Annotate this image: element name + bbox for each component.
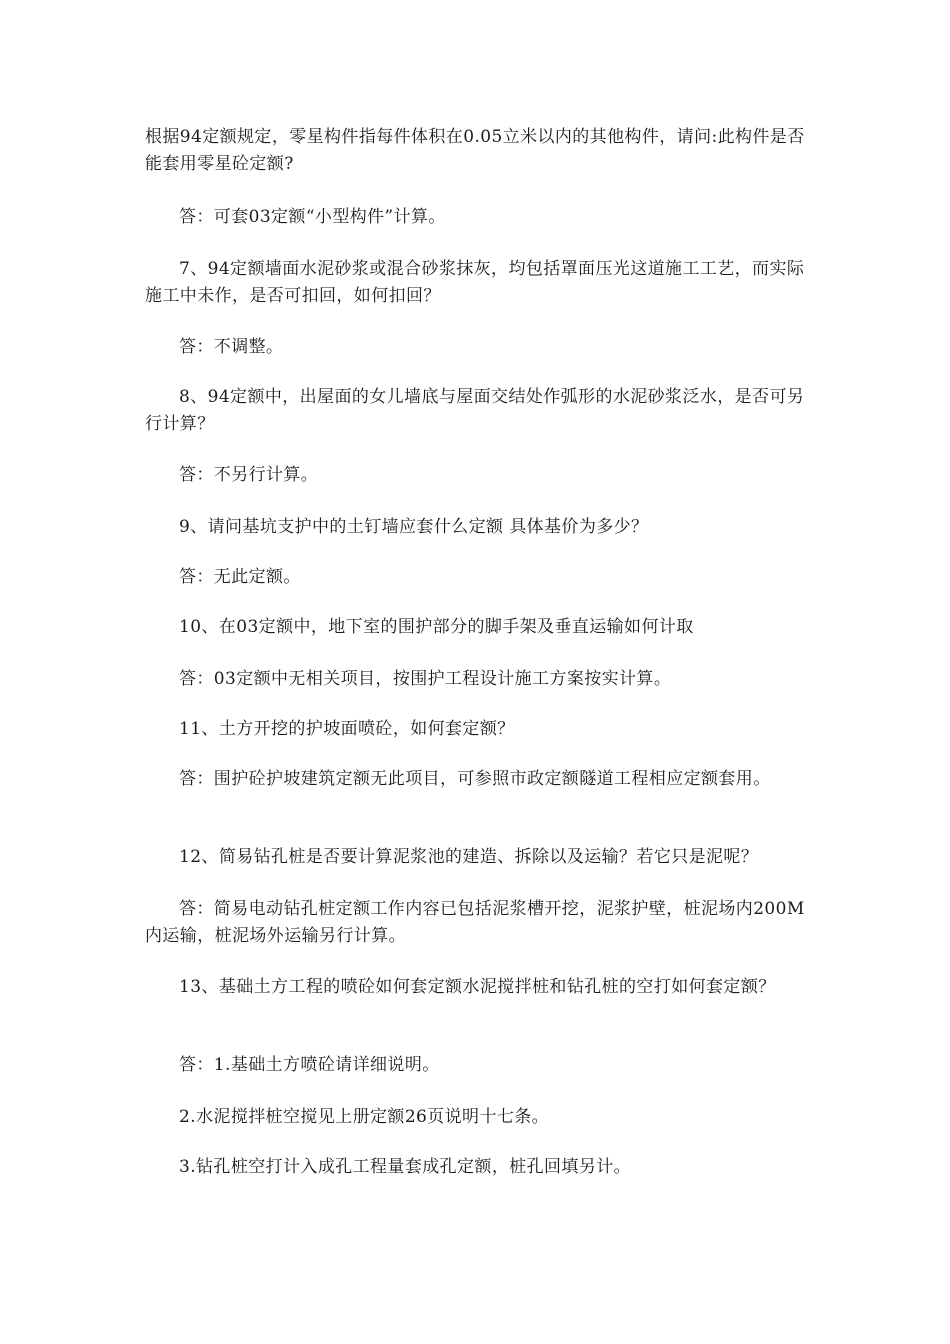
paragraph-answer-6: 答：可套03定额“小型构件”计算。 xyxy=(179,207,446,227)
paragraph-answer-8: 答：不另行计算。 xyxy=(179,465,319,485)
paragraph-question-7: 7、94定额墙面水泥砂浆或混合砂浆抹灰，均包括罩面压光这道施工工艺，而实际施工中未作，是否可扣回，如何扣回？ xyxy=(145,259,805,306)
paragraph-answer-13-item-3: 3.钻孔桩空打计入成孔工程量套成孔定额，桩孔回填另计。 xyxy=(179,1157,632,1177)
paragraph-answer-13-item-1: 答：1.基础土方喷砼请详细说明。 xyxy=(179,1055,440,1075)
paragraph-question-11: 11、土方开挖的护坡面喷砼，如何套定额？ xyxy=(179,719,515,739)
paragraph-answer-13-item-2: 2.水泥搅拌桩空搅见上册定额26页说明十七条。 xyxy=(179,1107,550,1127)
paragraph-answer-10: 答：03定额中无相关项目，按围护工程设计施工方案按实计算。 xyxy=(179,669,672,689)
paragraph-question-9: 9、请问基坑支护中的土钉墙应套什么定额 具体基价为多少？ xyxy=(179,517,649,537)
paragraph-question-12: 12、简易钻孔桩是否要计算泥浆池的建造、拆除以及运输？若它只是泥呢？ xyxy=(179,847,759,867)
paragraph-question-10: 10、在03定额中，地下室的围护部分的脚手架及垂直运输如何计取 xyxy=(179,617,694,637)
paragraph-answer-11: 答：围护砼护坡建筑定额无此项目，可参照市政定额隧道工程相应定额套用。 xyxy=(179,769,771,789)
paragraph-question-8: 8、94定额中，出屋面的女儿墙底与屋面交结处作弧形的水泥砂浆泛水，是否可另行计算？ xyxy=(145,387,805,434)
paragraph-intro-question: 根据94定额规定，零星构件指每件体积在0.05立米以内的其他构件，请问:此构件是否能套用零星砼定额? xyxy=(145,127,805,174)
paragraph-answer-7: 答：不调整。 xyxy=(179,337,284,357)
paragraph-answer-9: 答：无此定额。 xyxy=(179,567,301,587)
paragraph-question-13: 13、基础土方工程的喷砼如何套定额水泥搅拌桩和钻孔桩的空打如何套定额？ xyxy=(179,977,776,997)
paragraph-answer-12: 答：简易电动钻孔桩定额工作内容已包括泥浆槽开挖，泥浆护壁，桩泥场内200M内运输，桩泥场外运输另行计算。 xyxy=(145,899,805,946)
